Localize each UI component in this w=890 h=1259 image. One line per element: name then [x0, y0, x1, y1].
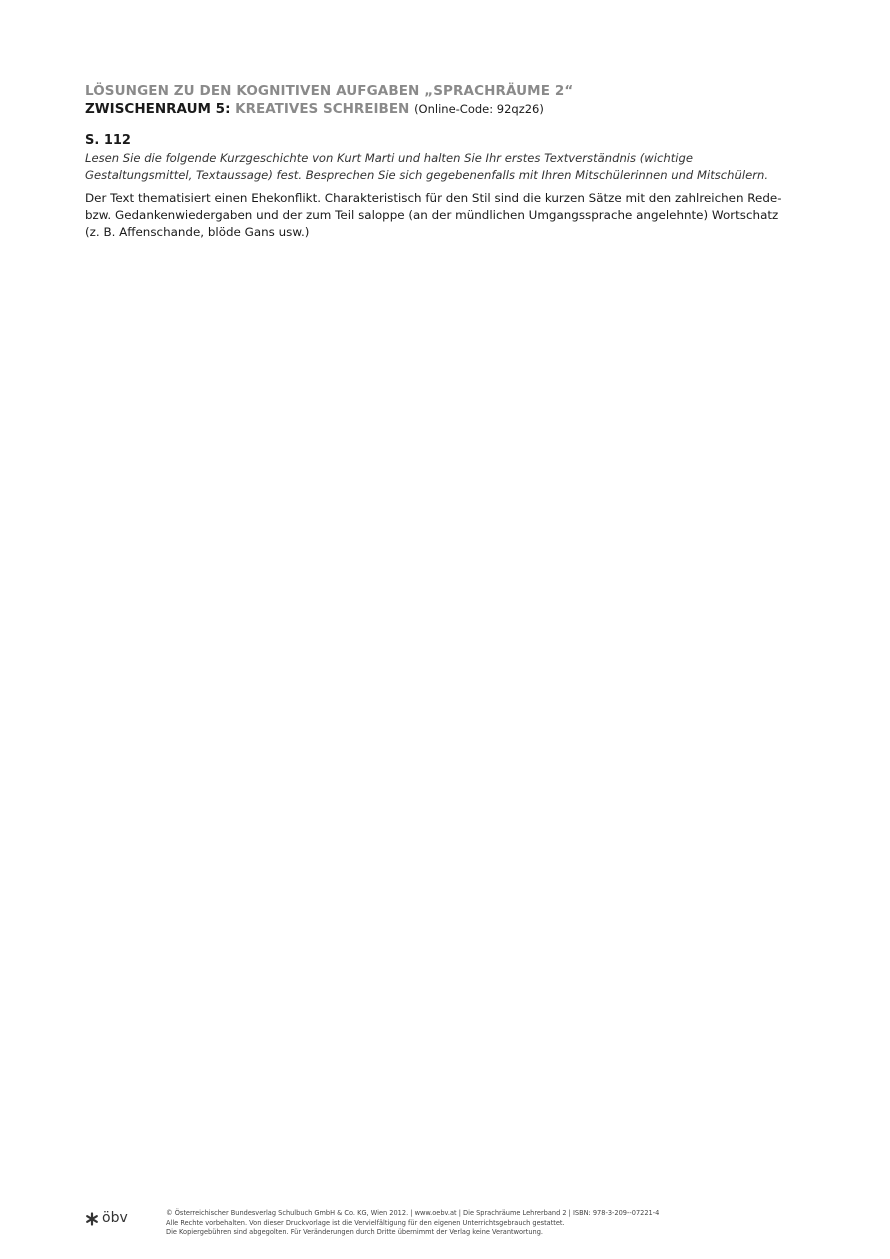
- page-reference: S. 112: [85, 133, 131, 148]
- section-title: KREATIVES SCHREIBEN: [235, 101, 410, 117]
- answer-text: Der Text thematisiert einen Ehekonflikt. Charakteristisch für den Stil sind die kurzen Sätze mit den zahlreichen Rede- bzw. Gedankenwiedergaben und der zum Teil saloppe (an der mündlichen Umgangssprache angelehnte) Wortschatz (z. B. Affenschande, blöde Gans usw.): [85, 191, 782, 239]
- footer-disclaimer: Die Kopiergebühren sind abgegolten. Für Veränderungen durch Dritte übernimmt der Verlag keine Verantwortung.: [166, 1228, 543, 1236]
- logo-text: öbv: [102, 1210, 128, 1226]
- footer-legal: [166, 1209, 659, 1238]
- header-subtitle: [85, 100, 805, 118]
- page-header: [85, 82, 805, 118]
- task-instruction: Lesen Sie die folgende Kurzgeschichte von Kurt Marti und halten Sie Ihr erstes Textverständnis (wichtige Gestaltungsmittel, Textaussage) fest. Besprechen Sie sich gegebenenfalls mit Ihren Mitschülerinnen und Mitschülern.: [85, 151, 769, 182]
- obv-logo-icon: [85, 1211, 99, 1225]
- header-title: LÖSUNGEN ZU DEN KOGNITIVEN AUFGABEN „SPRACHRÄUME 2“: [85, 83, 574, 99]
- online-code: (Online-Code: 92qz26): [414, 102, 544, 116]
- section-label: ZWISCHENRAUM 5:: [85, 101, 231, 117]
- footer-rights: Alle Rechte vorbehalten. Von dieser Druckvorlage ist die Vervielfältigung für den eigenen Unterrichtsgebrauch gestattet.: [166, 1218, 565, 1227]
- footer-copyright: © Österreichischer Bundesverlag Schulbuch GmbH & Co. KG, Wien 2012. | www.oebv.at | Die Sprachräume Lehrerband 2 | ISBN: 978-3-209--07221-4: [166, 1209, 660, 1217]
- page-footer: [85, 1209, 805, 1241]
- publisher-logo: [85, 1211, 128, 1225]
- page-content: [85, 132, 795, 241]
